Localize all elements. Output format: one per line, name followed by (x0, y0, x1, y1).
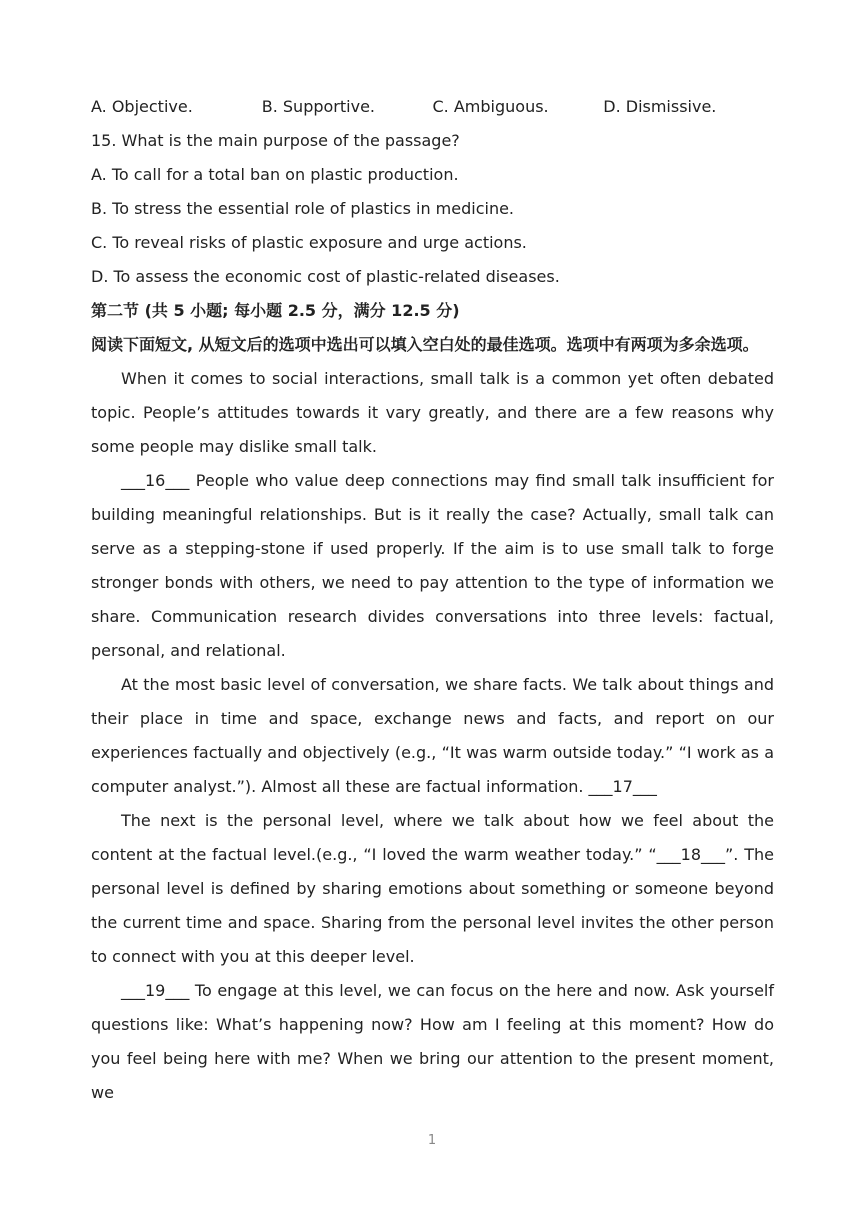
question-15-option-a: A. To call for a total ban on plastic production. (91, 165, 459, 184)
question-15-option-b: B. To stress the essential role of plastics in medicine. (91, 199, 515, 218)
question-15: 15. What is the main purpose of the passage? (91, 131, 460, 150)
option-b: B. Supportive. (261, 97, 375, 116)
page-number: 1 (427, 1133, 437, 1148)
passage-paragraph-3: At the most basic level of conversation, we share facts. We talk about things and their place in time and space, exchange news and facts, and report on our experiences factually and objectively (e.g., “It was warm outside today.” “I work as a computer analyst.”). Almost all these are factual information. ___17___ (91, 675, 774, 796)
passage-paragraph-5: ___19___ To engage at this level, we can focus on the here and now. Ask yourself questions like: What’s happening now? How am I feeling at this moment? How do you feel being here with me? When we bring our attention to the present moment, we (91, 981, 774, 1102)
passage-paragraph-1: When it comes to social interactions, small talk is a common yet often debated topic. People’s attitudes towards it vary greatly, and there are a few reasons why some people may dislike small talk. (91, 369, 774, 456)
option-a: A. Objective. (91, 97, 193, 116)
section-instruction: 阅读下面短文, 从短文后的选项中选出可以填入空白处的最佳选项。选项中有两项为多余选项。 (91, 335, 759, 354)
question-15-option-d: D. To assess the economic cost of plastic-related diseases. (91, 267, 560, 286)
passage-paragraph-4: The next is the personal level, where we talk about how we feel about the content at the factual level.(e.g., “I loved the warm weather today.” “___18___”. The personal level is defined by sharing emotions about something or someone beyond the current time and space. Sharing from the personal level invites the other person to connect with you at this deeper level. (91, 811, 774, 966)
section-heading: 第二节 (共 5 小题; 每小题 2.5 分，满分 12.5 分) (91, 301, 460, 320)
passage-paragraph-2: ___16___ People who value deep connections may find small talk insufficient for building meaningful relationships. But is it really the case? Actually, small talk can serve as a stepping-stone if used properly. If the aim is to use small talk to forge stronger bonds with others, we need to pay attention to the type of information we share. Communication research divides conversations into three levels: factual, personal, and relational. (91, 471, 774, 660)
option-c: C. Ambiguous. (432, 97, 549, 116)
question-15-option-c: C. To reveal risks of plastic exposure and urge actions. (91, 233, 527, 252)
option-d: D. Dismissive. (603, 97, 717, 116)
question-14-options (91, 90, 774, 124)
document-page (91, 90, 774, 1110)
